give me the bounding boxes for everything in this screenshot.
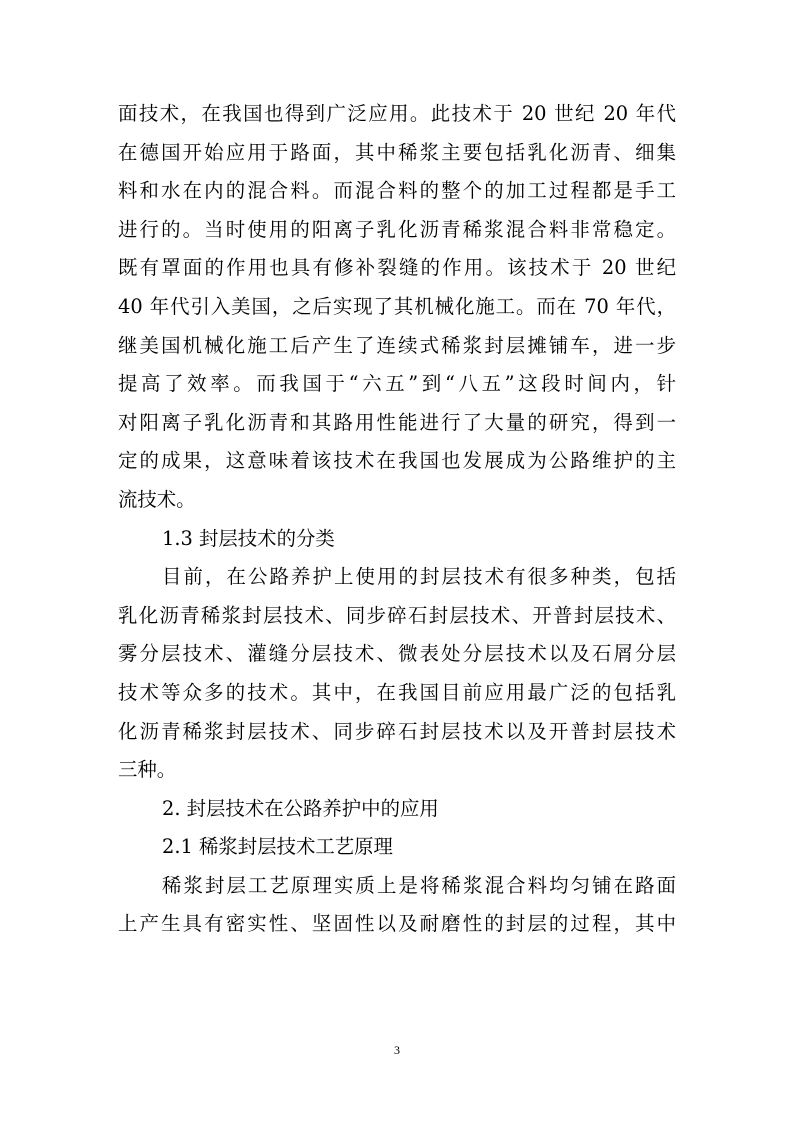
text-line: 面技术，在我国也得到广泛应用。此技术于 20 世纪 20 年代: [118, 102, 676, 125]
text-line: 雾分层技术、灌缝分层技术、微表处分层技术以及石屑分层: [118, 642, 676, 666]
text-line: 提高了效率。而我国于“六五”到“八五”这段时间内，针: [118, 372, 676, 396]
text-line: 上产生具有密实性、坚固性以及耐磨性的封层的过程，其中: [118, 912, 676, 936]
text-line: 40 年代引入美国，之后实现了其机械化施工。而在 70 年代，: [118, 294, 676, 318]
text-line: 化沥青稀浆封层技术、同步碎石封层技术以及开普封层技术: [118, 719, 676, 743]
paragraph-classification: [118, 558, 676, 790]
text-line: 定的成果，这意味着该技术在我国也发展成为公路维护的主: [118, 449, 676, 473]
text-line: 继美国机械化施工后产生了连续式稀浆封层摊铺车，进一步: [118, 333, 676, 357]
paragraph-principle: [118, 867, 676, 944]
text-line: 三种。: [118, 758, 177, 782]
text-line: 稀浆封层工艺原理实质上是将稀浆混合料均匀铺在路面: [162, 873, 676, 897]
document-body: [118, 95, 676, 944]
section-heading-2-1: 2.1 稀浆封层技术工艺原理: [162, 835, 393, 859]
text-line: 流技术。: [118, 487, 196, 511]
text-line: 进行的。当时使用的阳离子乳化沥青稀浆混合料非常稳定。: [118, 217, 676, 241]
text-line: 对阳离子乳化沥青和其路用性能进行了大量的研究，得到一: [118, 410, 676, 434]
text-line: 在德国开始应用于路面，其中稀浆主要包括乳化沥青、细集: [118, 140, 676, 164]
section-heading-2: 2. 封层技术在公路养护中的应用: [162, 796, 439, 820]
page-number: 3: [394, 1043, 400, 1057]
text-line: 料和水在内的混合料。而混合料的整个的加工过程都是手工: [118, 179, 676, 203]
text-line: 技术等众多的技术。其中，在我国目前应用最广泛的包括乳: [118, 680, 676, 704]
text-line: 乳化沥青稀浆封层技术、同步碎石封层技术、开普封层技术、: [118, 603, 676, 627]
text-line: 目前，在公路养护上使用的封层技术有很多种类，包括: [162, 565, 676, 589]
section-heading-1-3: 1.3 封层技术的分类: [162, 526, 335, 550]
paragraph-history: [118, 95, 676, 520]
text-line: 既有罩面的作用也具有修补裂缝的作用。该技术于 20 世纪: [118, 256, 676, 280]
